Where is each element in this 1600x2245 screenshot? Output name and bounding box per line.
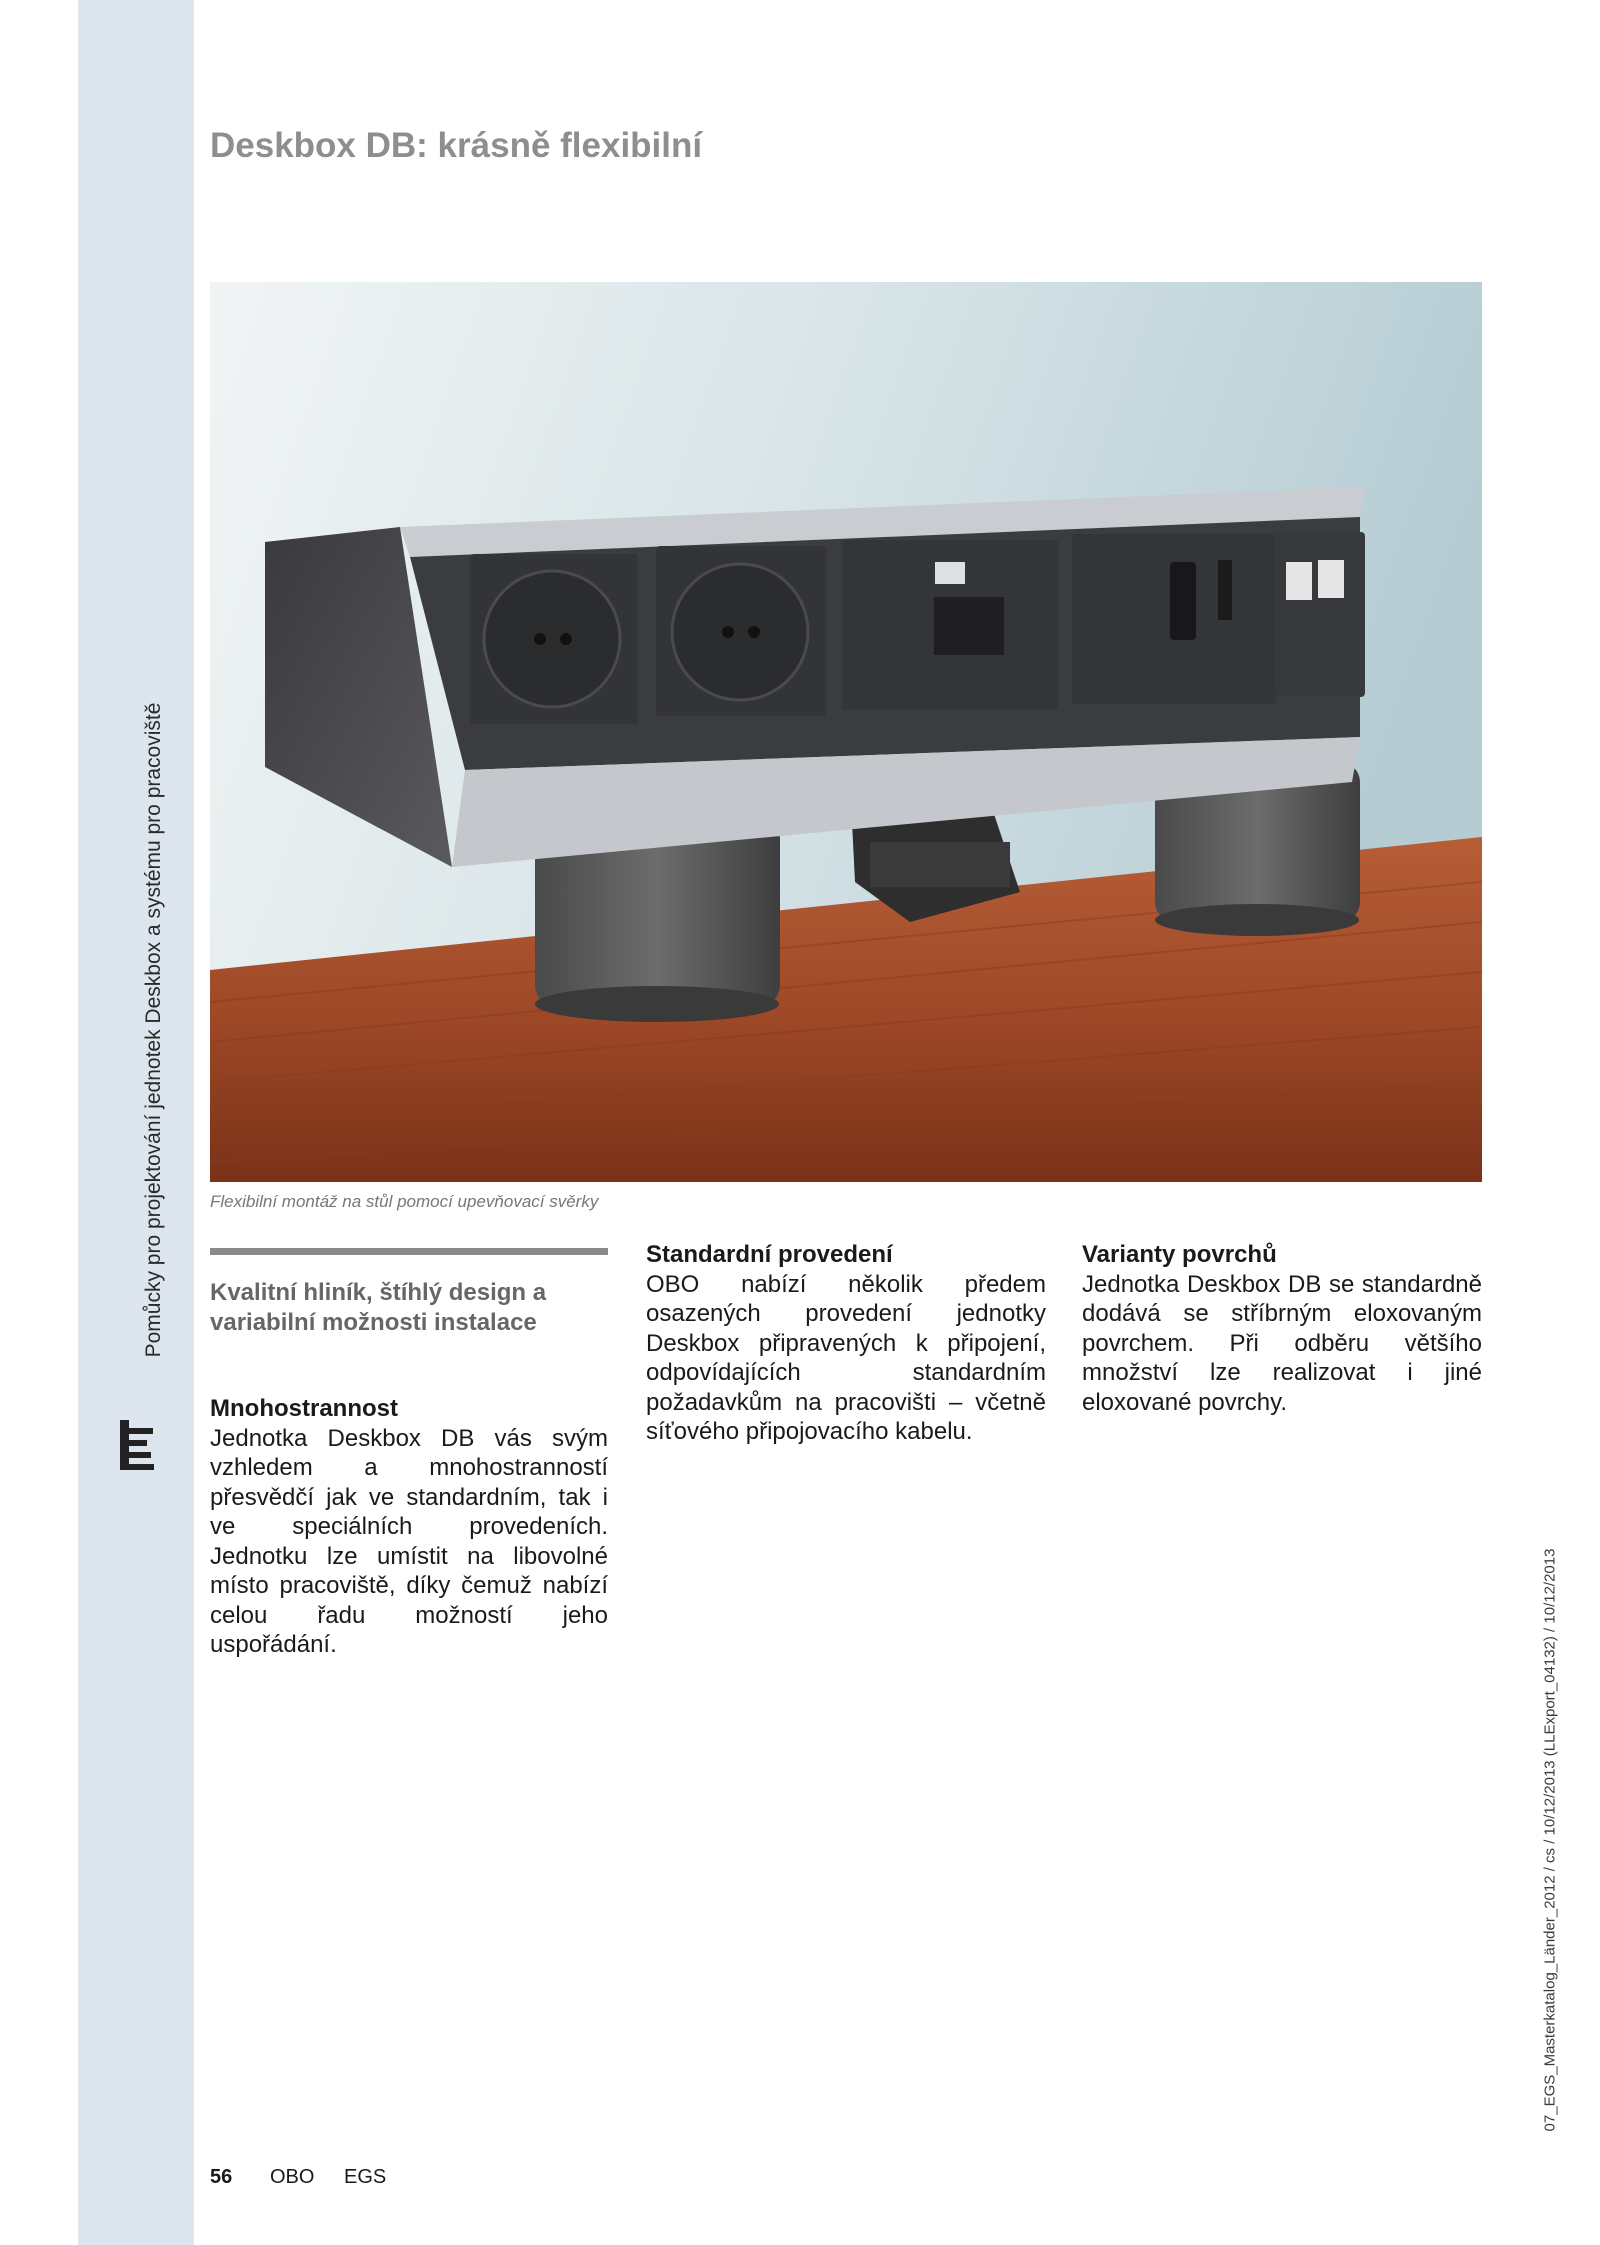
footer-brand: OBO [270, 2166, 315, 2188]
column-text: Jednotka Deskbox DB vás svým vzhledem a mnohostranností přesvědčí jak ve standardním, tak i ve speciálních provedeních. Jednotku lze umístit na libovolné místo pracoviště, díky čemuž nabízí celou řadu možností jeho uspořádání. [210, 1424, 608, 1658]
column-text: OBO nabízí několik předem osazených provedení jednotky Deskbox připravených k připojení, odpovídajících standardním požadavkům na pracovišti – včetně síťového připojovacího kabelu. [646, 1270, 1046, 1445]
column-text: Jednotka Deskbox DB se standardně dodává se stříbrným eloxovaným povrchem. Při odběru většího množství lze realizovat i jiné eloxované povrchy. [1082, 1270, 1482, 1416]
lead-heading: Kvalitní hliník, štíhlý design a variabilní možnosti instalace [210, 1279, 547, 1336]
footer-section: EGS [344, 2166, 387, 2188]
section-rule [210, 1248, 608, 1255]
page-number: 56 [210, 2166, 233, 2188]
image-caption: Flexibilní montáž na stůl pomocí upevňovací svěrky [210, 1192, 599, 1211]
column-mnohostrannost [210, 1394, 608, 1660]
sidebar-band [78, 0, 194, 2245]
deskbox-unit-icon [116, 1418, 158, 1474]
column-standardni-provedeni [646, 1240, 1046, 1447]
product-photo [210, 282, 1482, 1182]
column-heading: Standardní provedení [646, 1241, 893, 1268]
section-side-label: Pomůcky pro projektování jednotek Deskbox a systému pro pracoviště [142, 702, 165, 1358]
column-heading: Varianty povrchů [1082, 1241, 1277, 1268]
page-title: Deskbox DB: krásně flexibilní [210, 126, 703, 165]
document-id: 07_EGS_Masterkatalog_Länder_2012 / cs / 10/12/2013 (LLExport_04132) / 10/12/2013 [1541, 1548, 1559, 2132]
column-varianty-povrchu [1082, 1240, 1482, 1417]
column-heading: Mnohostrannost [210, 1395, 398, 1422]
